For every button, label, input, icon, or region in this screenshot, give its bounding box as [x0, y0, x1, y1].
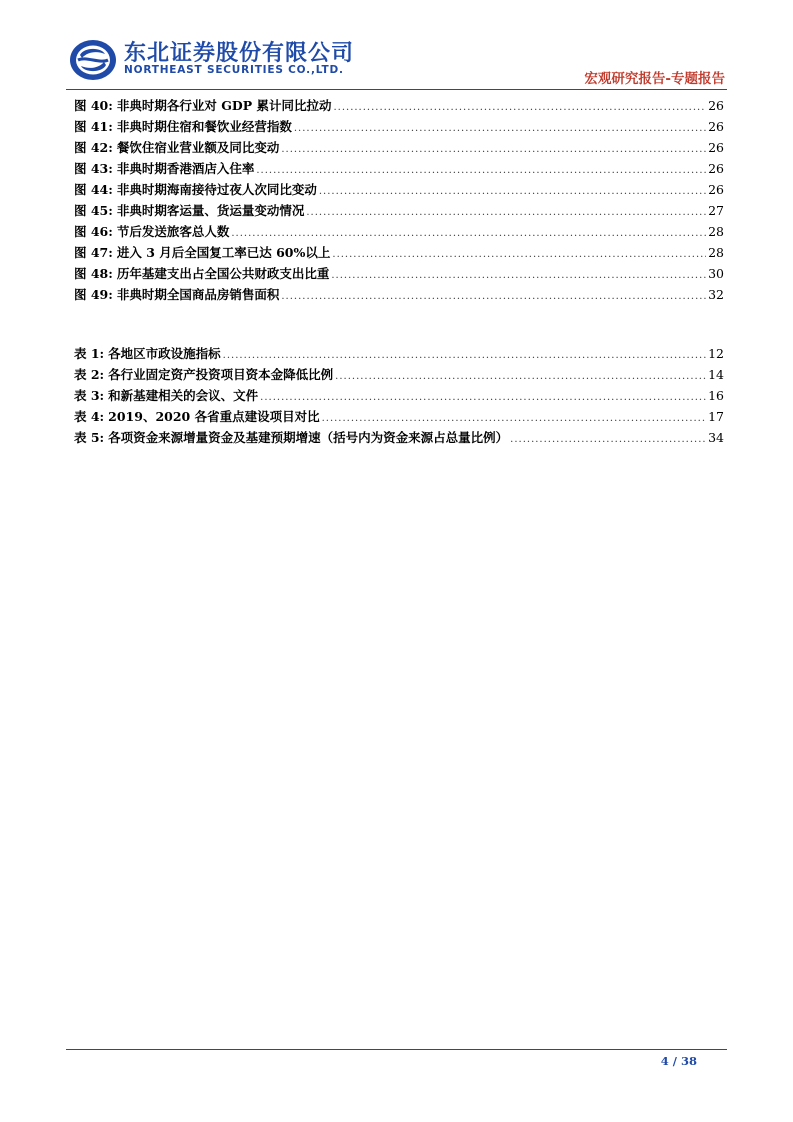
dot-leader — [332, 244, 706, 265]
toc-entry-figure-43[interactable] — [74, 158, 724, 179]
entry-title: 和新基建相关的会议、文件 — [108, 388, 259, 403]
toc-entry-table-2[interactable] — [74, 364, 724, 385]
entry-title: 非典时期香港酒店入住率 — [116, 161, 255, 176]
entry-prefix: 图 46: — [74, 224, 113, 239]
toc-entry-table-1[interactable] — [74, 343, 724, 364]
entry-page: 16 — [708, 388, 724, 403]
entry-title: 非典时期各行业对 GDP 累计同比拉动 — [116, 98, 332, 113]
northeast-securities-logo-icon — [68, 38, 118, 82]
entry-prefix: 图 45: — [74, 203, 113, 218]
dot-leader — [510, 429, 706, 450]
entry-prefix: 图 42: — [74, 140, 113, 155]
dot-leader — [322, 408, 707, 429]
dot-leader — [333, 97, 706, 118]
toc-entry-table-3[interactable] — [74, 385, 724, 406]
entry-title: 非典时期海南接待过夜人次同比变动 — [116, 182, 317, 197]
footer-divider — [66, 1049, 727, 1050]
toc-entry-figure-47[interactable] — [74, 242, 724, 263]
dot-leader — [256, 160, 706, 181]
entry-prefix: 表 4: — [74, 409, 105, 424]
dot-leader — [294, 118, 706, 139]
entry-page: 28 — [708, 245, 724, 260]
entry-title: 2019、2020 各省重点建设项目对比 — [108, 409, 320, 424]
entry-page: 28 — [708, 224, 724, 239]
entry-page: 14 — [708, 367, 724, 382]
entry-title: 各项资金来源增量资金及基建预期增速（括号内为资金来源占总量比例） — [108, 430, 509, 445]
entry-page: 30 — [708, 266, 724, 281]
entry-prefix: 表 5: — [74, 430, 105, 445]
entry-prefix: 表 3: — [74, 388, 105, 403]
entry-title: 非典时期全国商品房销售面积 — [116, 287, 280, 302]
toc-entry-figure-46[interactable] — [74, 221, 724, 242]
entry-prefix: 图 47: — [74, 245, 113, 260]
entry-page: 32 — [708, 287, 724, 302]
toc-entry-figure-41[interactable] — [74, 116, 724, 137]
entry-title: 各行业固定资产投资项目资本金降低比例 — [108, 367, 334, 382]
entry-prefix: 图 44: — [74, 182, 113, 197]
company-name-en: NORTHEAST SECURITIES CO.,LTD. — [124, 64, 344, 76]
toc-entry-figure-49[interactable] — [74, 284, 724, 305]
toc-entry-figure-40[interactable] — [74, 95, 724, 116]
toc-entry-figure-48[interactable] — [74, 263, 724, 284]
company-name-cn: 东北证券股份有限公司 — [124, 41, 355, 66]
toc-entry-table-5[interactable] — [74, 427, 724, 448]
entry-page: 26 — [708, 140, 724, 155]
entry-title: 非典时期住宿和餐饮业经营指数 — [116, 119, 292, 134]
entry-page: 27 — [708, 203, 724, 218]
entry-title: 进入 3 月后全国复工率已达 60%以上 — [116, 245, 331, 260]
entry-title: 餐饮住宿业营业额及同比变动 — [116, 140, 280, 155]
entry-page: 17 — [708, 409, 724, 424]
entry-prefix: 图 41: — [74, 119, 113, 134]
entry-prefix: 表 1: — [74, 346, 105, 361]
toc-entry-figure-45[interactable] — [74, 200, 724, 221]
header-divider — [66, 89, 727, 90]
dot-leader — [281, 286, 706, 307]
dot-leader — [306, 202, 706, 223]
entry-page: 26 — [708, 161, 724, 176]
entry-title: 非典时期客运量、货运量变动情况 — [116, 203, 305, 218]
entry-title: 历年基建支出占全国公共财政支出比重 — [116, 266, 330, 281]
dot-leader — [260, 387, 706, 408]
table-list — [74, 343, 724, 448]
entry-page: 26 — [708, 119, 724, 134]
page-number: 4 / 38 — [660, 1054, 697, 1068]
entry-page: 12 — [708, 346, 724, 361]
entry-prefix: 图 40: — [74, 98, 113, 113]
toc-entry-table-4[interactable] — [74, 406, 724, 427]
toc-entry-figure-44[interactable] — [74, 179, 724, 200]
entry-prefix: 图 43: — [74, 161, 113, 176]
entry-prefix: 表 2: — [74, 367, 105, 382]
entry-page: 34 — [708, 430, 724, 445]
dot-leader — [319, 181, 706, 202]
entry-title: 节后发送旅客总人数 — [116, 224, 230, 239]
entry-prefix: 图 48: — [74, 266, 113, 281]
dot-leader — [223, 345, 706, 366]
entry-prefix: 图 49: — [74, 287, 113, 302]
dot-leader — [281, 139, 706, 160]
dot-leader — [331, 265, 706, 286]
entry-page: 26 — [708, 98, 724, 113]
page-header — [0, 0, 793, 90]
entry-page: 26 — [708, 182, 724, 197]
entry-title: 各地区市政设施指标 — [108, 346, 221, 361]
dot-leader — [231, 223, 706, 244]
report-type: 宏观研究报告-专题报告 — [584, 71, 725, 87]
dot-leader — [335, 366, 706, 387]
toc-entry-figure-42[interactable] — [74, 137, 724, 158]
figure-list — [74, 95, 724, 305]
